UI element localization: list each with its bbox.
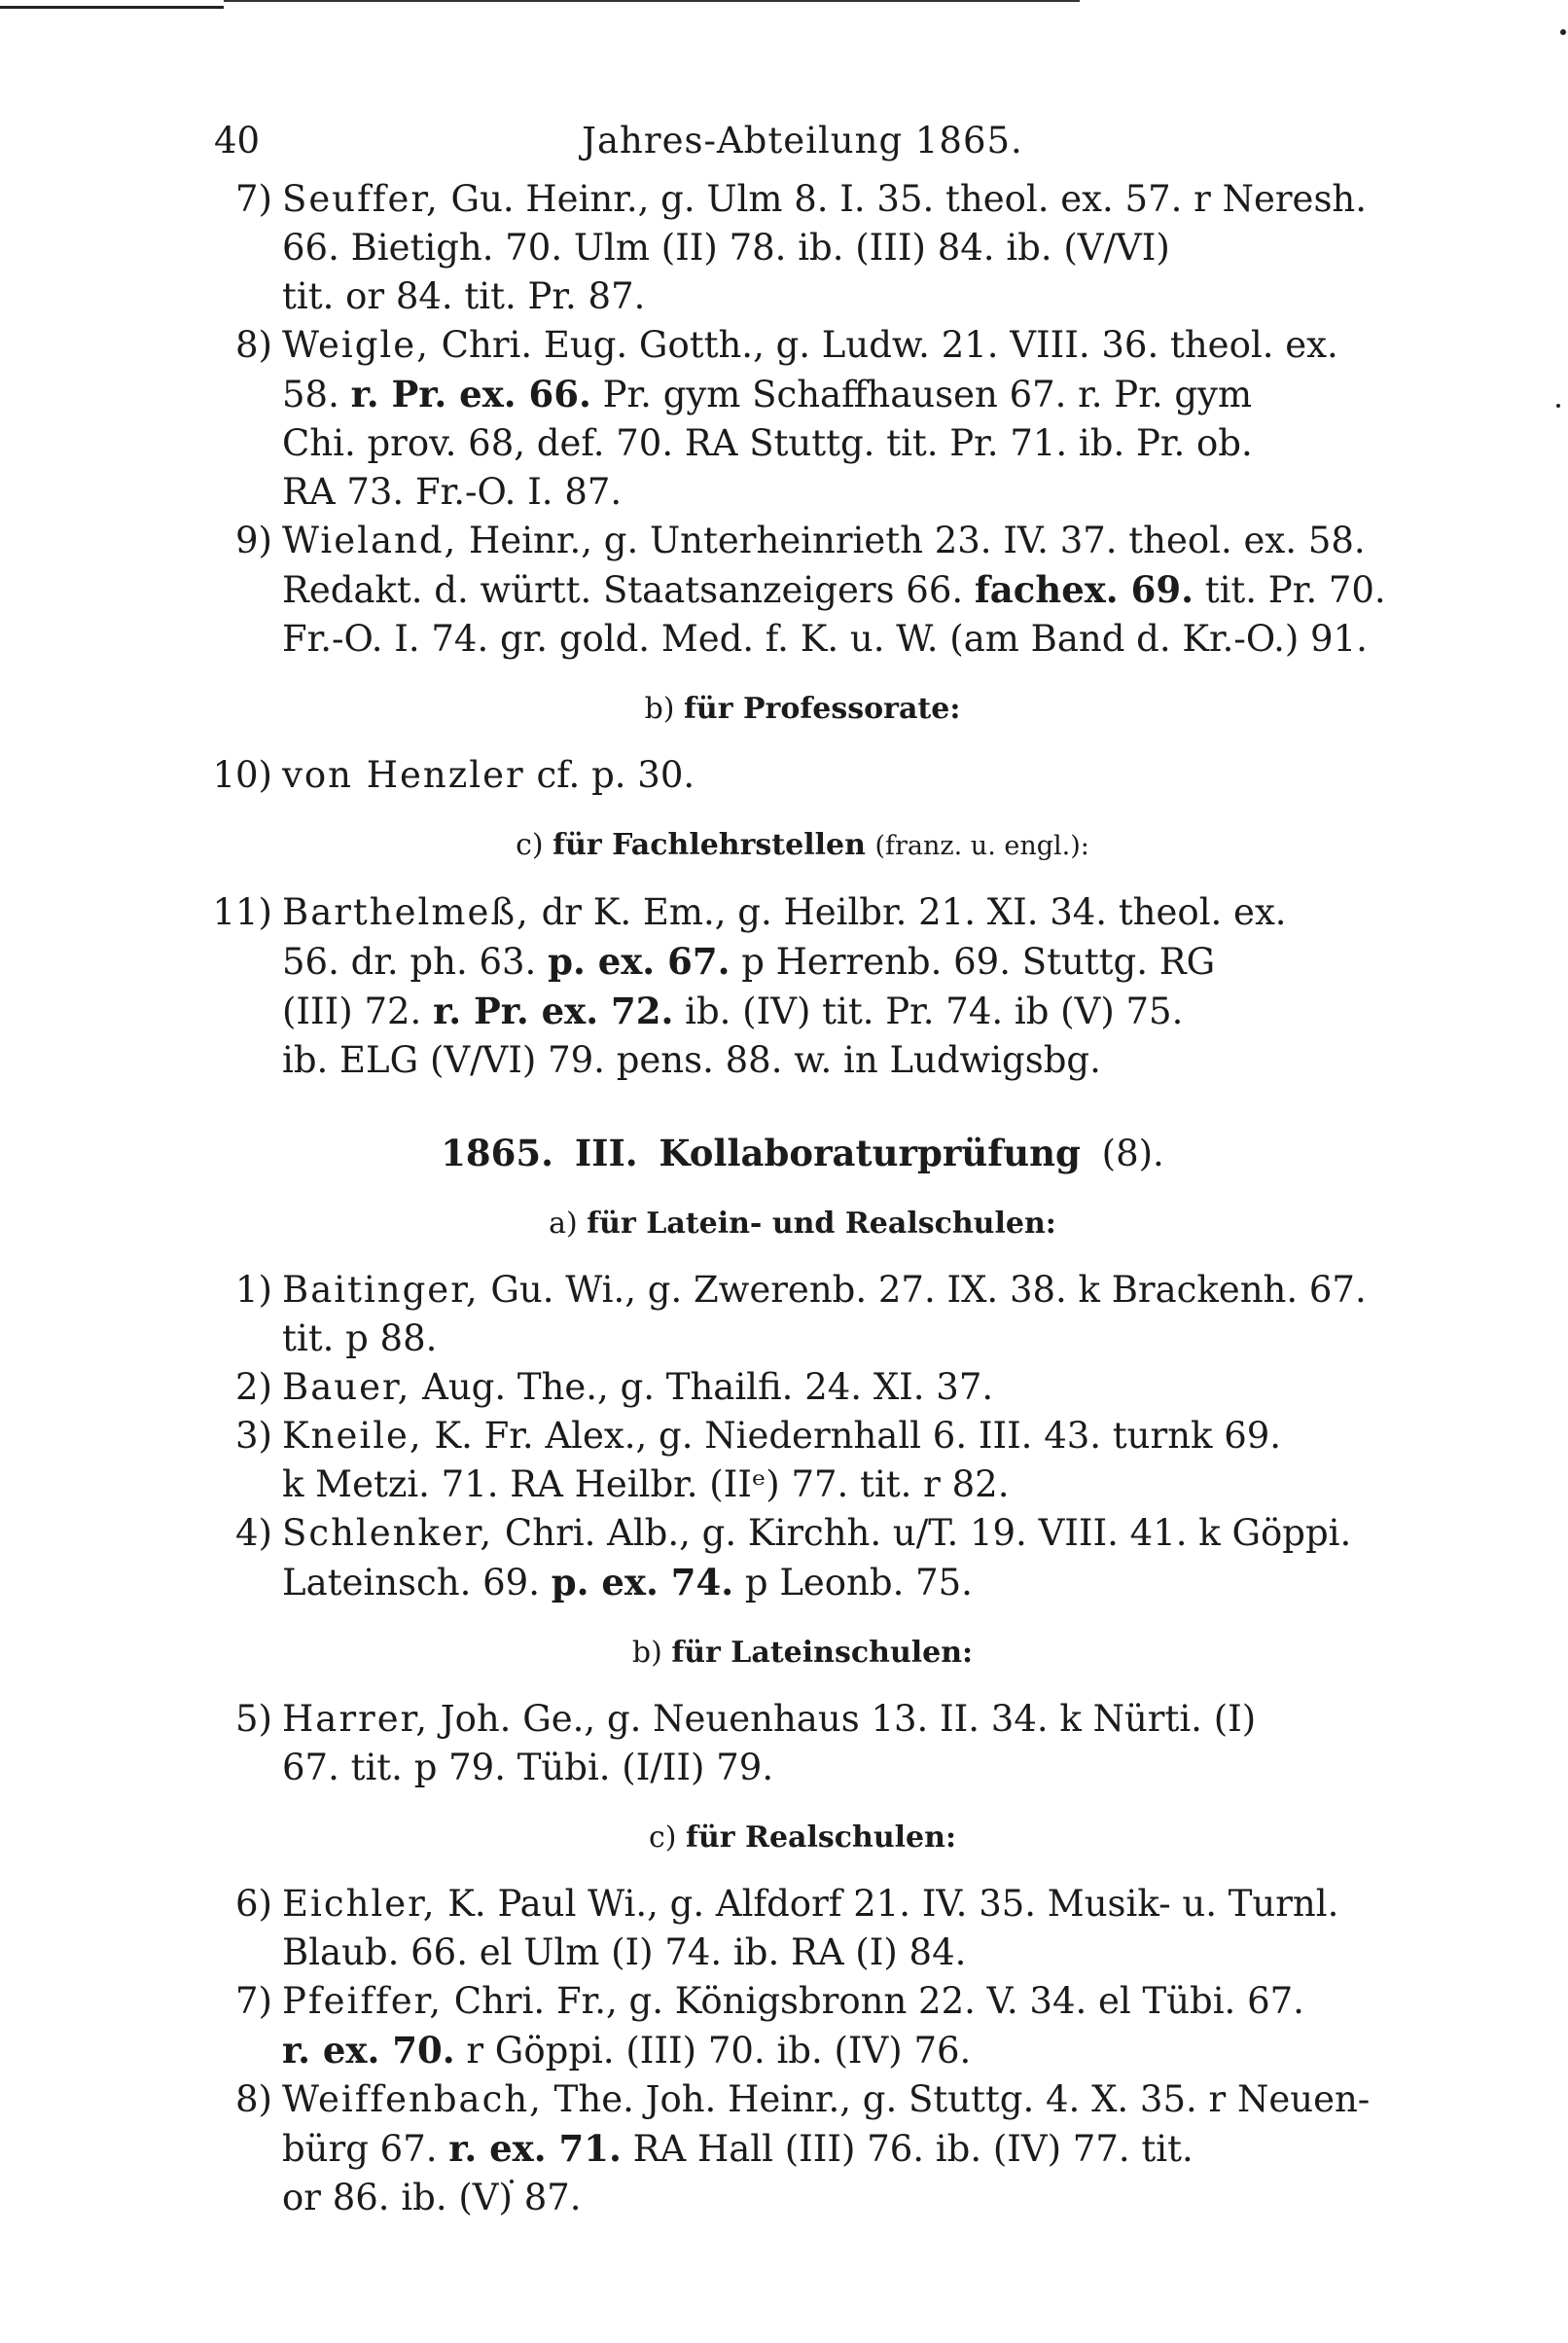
entry-text: 67. tit. p 79. Tübi. (I/II) 79. — [282, 1747, 774, 1788]
entry-line — [282, 468, 1410, 517]
entry-text: ib. ELG (V/VI) 79. pens. 88. w. in Ludwigsbg. — [282, 1039, 1101, 1081]
document-page — [195, 117, 1410, 2222]
subheading-fachlehrstellen — [195, 821, 1410, 871]
section-count: (8). — [1101, 1133, 1164, 1174]
entry-text: r Göppi. (III) 70. ib. (IV) 76. — [454, 2030, 972, 2072]
entry-text: p Leonb. 75. — [733, 1562, 973, 1604]
entry-number: 6) — [235, 1883, 272, 1925]
exam-result: r. Pr. ex. 72. — [433, 990, 674, 1032]
entry-text: tit. p 88. — [282, 1317, 438, 1359]
entry-text: 58. — [282, 374, 351, 415]
subheading-letter: c) — [648, 1820, 677, 1855]
entry-line — [282, 1695, 1410, 1744]
list-entry — [195, 1880, 1410, 1977]
exam-result: r. Pr. ex. 66. — [350, 373, 591, 415]
page-number: 40 — [214, 120, 261, 162]
entry-number: 8) — [235, 324, 272, 366]
subheading-letter: a) — [549, 1207, 578, 1241]
entry-fachlehrstellen — [195, 888, 1410, 1085]
list-entry — [195, 1412, 1410, 1509]
entry-line — [282, 2026, 1410, 2075]
subheading-lateinschulen — [195, 1629, 1410, 1677]
scan-edge-rule-left — [0, 6, 224, 9]
entry-text: Chi. prov. 68, def. 70. RA Stuttg. tit. Pr. 71. ib. Pr. ob. — [282, 422, 1253, 464]
subheading-letter: b) — [644, 692, 675, 726]
person-name: Pfeiffer, — [282, 1980, 443, 2022]
person-name: Harrer, — [282, 1698, 429, 1740]
entry-line — [282, 1977, 1410, 2026]
person-name: Seuffer, — [282, 178, 440, 220]
entry-number: 10) — [212, 754, 272, 796]
entry-text: Pr. gym Schaffhausen 67. r. Pr. gym — [590, 374, 1253, 415]
entry-number: 2) — [235, 1366, 272, 1408]
entry-line — [282, 565, 1410, 615]
entry-line — [282, 987, 1410, 1036]
subheading-letter: b) — [631, 1636, 662, 1670]
person-name: Eichler, — [282, 1883, 437, 1925]
exam-result: r. ex. 70. — [282, 2029, 455, 2072]
entry-line — [282, 1460, 1410, 1509]
entry-line — [282, 2124, 1410, 2174]
entry-text: Chri. Alb., g. Kirchh. u/T. 19. VIII. 41. k Göppi. — [493, 1512, 1352, 1554]
entries-promotion-group — [195, 175, 1410, 664]
subheading-note: (franz. u. engl.): — [874, 831, 1089, 861]
entry-text: Fr.-O. I. 74. gr. gold. Med. f. K. u. W. (am Band d. Kr.-O.) 91. — [282, 618, 1368, 660]
entry-professorate — [195, 751, 1410, 800]
entry-text: dr K. Em., g. Heilbr. 21. XI. 34. theol. ex. — [529, 891, 1287, 933]
entry-text: Joh. Ge., g. Neuenhaus 13. II. 34. k Nürti. (I) — [428, 1698, 1257, 1740]
list-entry — [195, 1509, 1410, 1607]
entry-text: (III) 72. — [282, 991, 434, 1032]
exam-result: r. ex. 71. — [448, 2127, 622, 2170]
entry-number: 11) — [212, 891, 272, 933]
page-header — [195, 117, 1410, 175]
entry-line — [282, 224, 1410, 272]
entry-text: p Herrenb. 69. Stuttg. RG — [730, 941, 1216, 983]
list-entry — [195, 888, 1410, 1085]
person-name: Weigle, — [282, 324, 430, 366]
entry-text: Aug. The., g. Thailfi. 24. XI. 37. — [410, 1366, 994, 1408]
running-head: Jahres-Abteilung 1865. — [582, 120, 1023, 162]
subheading-text: für Fachlehrstellen — [552, 828, 866, 862]
entry-text: bürg 67. — [282, 2128, 449, 2170]
entry-line — [282, 517, 1410, 565]
entry-number: 4) — [235, 1512, 272, 1554]
person-name: Baitinger, — [282, 1269, 480, 1311]
entry-line — [282, 615, 1410, 664]
list-entry — [195, 1266, 1410, 1363]
entry-number: 3) — [235, 1415, 272, 1457]
entry-text: Lateinsch. 69. — [282, 1562, 552, 1604]
entry-text: Gu. Heinr., g. Ulm 8. I. 35. theol. ex. 57. r Neresh. — [439, 178, 1368, 220]
subheading-professorate — [195, 685, 1410, 734]
scan-speck-top — [1560, 29, 1566, 35]
entry-line — [282, 888, 1410, 937]
entry-text: cf. p. 30. — [524, 754, 695, 796]
list-entry — [195, 321, 1410, 517]
section-name: Kollaboraturprüfung — [659, 1132, 1081, 1174]
entry-number: 8) — [235, 2078, 272, 2120]
entry-line — [282, 1928, 1410, 1977]
entry-text: The. Joh. Heinr., g. Stuttg. 4. X. 35. r Neuen- — [542, 2078, 1371, 2120]
entry-text: Gu. Wi., g. Zwerenb. 27. IX. 38. k Brackenh. 67. — [479, 1269, 1367, 1311]
entry-text: tit. or 84. tit. Pr. 87. — [282, 275, 646, 317]
entry-line — [282, 370, 1410, 419]
entry-line — [282, 1266, 1410, 1315]
person-name: Weiffenbach, — [282, 2078, 543, 2120]
subheading-latein-realschulen — [195, 1200, 1410, 1248]
entry-text: k Metzi. 71. RA Heilbr. (IIᵉ) 77. tit. r 82. — [282, 1463, 1010, 1505]
entry-text: Redakt. d. württ. Staatsanzeigers 66. — [282, 569, 975, 611]
entry-lateinschulen — [195, 1695, 1410, 1792]
subheading-text: für Latein- und Realschulen: — [587, 1207, 1056, 1241]
entry-line — [282, 419, 1410, 468]
list-entry — [195, 517, 1410, 664]
entry-text: tit. Pr. 70. — [1193, 569, 1386, 611]
subheading-text: für Realschulen: — [686, 1820, 957, 1855]
entry-text: Heinr., g. Unterheinrieth 23. IV. 37. theol. ex. 58. — [457, 520, 1366, 561]
entries-latein-realschulen — [195, 1266, 1410, 1607]
entry-line — [282, 937, 1410, 987]
entry-number: 9) — [235, 520, 272, 561]
entry-line — [282, 1509, 1410, 1558]
entry-text: or 86. ib. (V) 87. — [282, 2177, 582, 2218]
entry-line — [282, 1744, 1410, 1792]
entry-text: 66. Bietigh. 70. Ulm (II) 78. ib. (III) 84. ib. (V/VI) — [282, 227, 1170, 269]
person-name: Wieland, — [282, 520, 458, 561]
list-entry — [195, 1695, 1410, 1792]
entry-line — [282, 272, 1410, 321]
entry-number: 7) — [235, 1980, 272, 2022]
subheading-letter: c) — [516, 828, 544, 862]
entry-line — [282, 1315, 1410, 1363]
entry-line — [282, 321, 1410, 370]
entries-realschulen — [195, 1880, 1410, 2222]
entry-line — [282, 1412, 1410, 1460]
section-year: 1865. — [441, 1132, 554, 1174]
entry-text: Chri. Fr., g. Königsbronn 22. V. 34. el Tübi. 67. — [443, 1980, 1304, 2022]
section-roman: III. — [574, 1132, 638, 1174]
entry-text: ib. (IV) tit. Pr. 74. ib (V) 75. — [673, 991, 1184, 1032]
entry-line — [282, 1558, 1410, 1607]
entry-line — [282, 2075, 1410, 2124]
exam-result: p. ex. 74. — [551, 1561, 734, 1604]
entry-text: K. Fr. Alex., g. Niedernhall 6. III. 43. turnk 69. — [422, 1415, 1282, 1457]
person-name: Bauer, — [282, 1366, 411, 1408]
person-name: Kneile, — [282, 1415, 423, 1457]
entry-line — [282, 1036, 1410, 1085]
subheading-realschulen — [195, 1814, 1410, 1862]
entry-number: 5) — [235, 1698, 272, 1740]
list-entry — [195, 1977, 1410, 2075]
entry-text: RA 73. Fr.-O. I. 87. — [282, 471, 623, 513]
exam-result: fachex. 69. — [974, 568, 1194, 611]
list-entry — [195, 175, 1410, 321]
exam-result: p. ex. 67. — [548, 940, 731, 983]
list-entry — [195, 2075, 1410, 2222]
entry-number: 7) — [235, 178, 272, 220]
entry-line — [282, 2174, 1410, 2222]
entry-text: Blaub. 66. el Ulm (I) 74. ib. RA (I) 84. — [282, 1931, 967, 1973]
subheading-text: für Lateinschulen: — [671, 1636, 974, 1670]
entry-text: K. Paul Wi., g. Alfdorf 21. IV. 35. Musik- u. Turnl. — [436, 1883, 1339, 1925]
entry-text: Chri. Eug. Gotth., g. Ludw. 21. VIII. 36. theol. ex. — [429, 324, 1338, 366]
entry-text: 56. dr. ph. 63. — [282, 941, 549, 983]
entry-line — [282, 175, 1410, 224]
person-name: von Henzler — [282, 754, 525, 796]
scan-speck-mid — [1556, 404, 1560, 408]
entry-line — [282, 1880, 1410, 1928]
entry-line — [282, 1363, 1410, 1412]
person-name: Schlenker, — [282, 1512, 494, 1554]
entry-number: 1) — [235, 1269, 272, 1311]
section-title — [195, 1129, 1410, 1178]
entry-text: RA Hall (III) 76. ib. (IV) 77. tit. — [621, 2128, 1194, 2170]
list-entry — [195, 751, 1410, 800]
entry-line — [282, 751, 1410, 800]
list-entry — [195, 1363, 1410, 1412]
scan-edge-rule-right — [224, 0, 1080, 2]
person-name: Barthelmeß, — [282, 891, 530, 933]
subheading-text: für Professorate: — [684, 692, 961, 726]
